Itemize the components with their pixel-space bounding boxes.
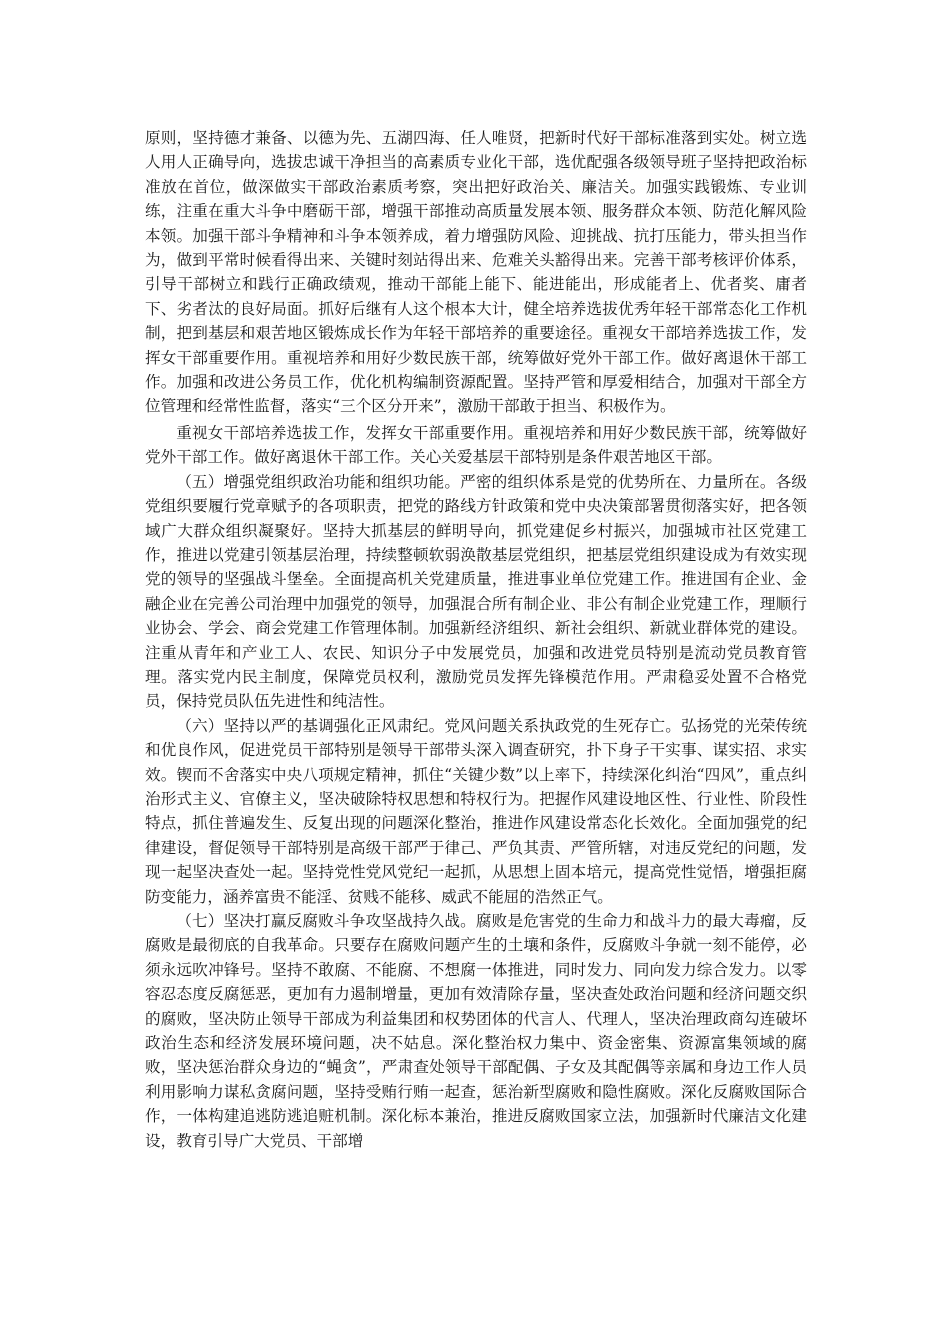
paragraph-women-minority-cadres: 重视女干部培养选拔工作，发挥女干部重要作用。重视培养和用好少数民族干部，统筹做好党外干部工作。做好离退休干部工作。关心关爱基层干部特别是条件艰苦地区干部。 <box>145 423 807 467</box>
paragraph-section-six: （六）坚持以严的基调强化正风肃纪。党风问题关系执政党的生死存亡。弘扬党的光荣传统和优良作风，促进党员干部特别是领导干部带头深入调查研究，扑下身子干实事、谋实招、求实效。锲而不舍落实中央八项规定精神，抓住“关键少数”以上率下，持续深化纠治“四风”，重点纠治形式主义、官僚主义，坚决破除特权思想和特权行为。把握作风建设地区性、行业性、阶段性特点，抓住普遍发生、反复出现的问题深化整治，推进作风建设常态化长效化。全面加强党的纪律建设，督促领导干部特别是高级干部严于律己、严负其责、严管所辖，对违反党纪的问题，发现一起坚决查处一起。坚持党性党风党纪一起抓，从思想上固本培元，提高党性觉悟，增强拒腐防变能力，涵养富贵不能淫、贫贱不能移、威武不能屈的浩然正气。 <box>145 716 807 906</box>
document-body <box>145 126 807 1153</box>
paragraph-section-five: （五）增强党组织政治功能和组织功能。严密的组织体系是党的优势所在、力量所在。各级党组织要履行党章赋予的各项职责，把党的路线方针政策和党中央决策部署贯彻落实好，把各领域广大群众组织凝聚好。坚持大抓基层的鲜明导向，抓党建促乡村振兴，加强城市社区党建工作，推进以党建引领基层治理，持续整顿软弱涣散基层党组织，把基层党组织建设成为有效实现党的领导的坚强战斗堡垒。全面提高机关党建质量，推进事业单位党建工作。推进国有企业、金融企业在完善公司治理中加强党的领导，加强混合所有制企业、非公有制企业党建工作，理顺行业协会、学会、商会党建工作管理体制。加强新经济组织、新社会组织、新就业群体党的建设。注重从青年和产业工人、农民、知识分子中发展党员，加强和改进党员特别是流动党员教育管理。落实党内民主制度，保障党员权利，激励党员发挥先锋模范作用。严肃稳妥处置不合格党员，保持党员队伍先进性和纯洁性。 <box>145 472 807 711</box>
paragraph-cadre-standards: 原则，坚持德才兼备、以德为先、五湖四海、任人唯贤，把新时代好干部标准落到实处。树立选人用人正确导向，选拔忠诚干净担当的高素质专业化干部，选优配强各级领导班子坚持把政治标准放在首位，做深做实干部政治素质考察，突出把好政治关、廉洁关。加强实践锻炼、专业训练，注重在重大斗争中磨砺干部，增强干部推动高质量发展本领、服务群众本领、防范化解风险本领。加强干部斗争精神和斗争本领养成，着力增强防风险、迎挑战、抗打压能力，带头担当作为，做到平常时候看得出来、关键时刻站得出来、危难关头豁得出来。完善干部考核评价体系，引导干部树立和践行正确政绩观，推动干部能上能下、能进能出，形成能者上、优者奖、庸者下、劣者汰的良好局面。抓好后继有人这个根本大计，健全培养选拔优秀年轻干部常态化工作机制，把到基层和艰苦地区锻炼成长作为年轻干部培养的重要途径。重视女干部培养选拔工作，发挥女干部重要作用。重视培养和用好少数民族干部，统筹做好党外干部工作。做好离退休干部工作。加强和改进公务员工作，优化机构编制资源配置。坚持严管和厚爱相结合，加强对干部全方位管理和经常性监督，落实“三个区分开来”，激励干部敢于担当、积极作为。 <box>145 129 807 416</box>
paragraph-section-seven: （七）坚决打赢反腐败斗争攻坚战持久战。腐败是危害党的生命力和战斗力的最大毒瘤，反腐败是最彻底的自我革命。只要存在腐败问题产生的土壤和条件，反腐败斗争就一刻不能停，必须永远吹冲锋号。坚持不敢腐、不能腐、不想腐一体推进，同时发力、同向发力综合发力。以零容忍态度反腐惩恶，更加有力遏制增量，更加有效清除存量，坚决查处政治问题和经济问题交织的腐败，坚决防止领导干部成为利益集团和权势团体的代言人、代理人，坚决治理政商勾连破坏政治生态和经济发展环境问题，决不姑息。深化整治权力集中、资金密集、资源富集领域的腐败，坚决惩治群众身边的“蝇贪”，严肃查处领导干部配偶、子女及其配偶等亲属和身边工作人员利用影响力谋私贪腐问题，坚持受贿行贿一起查，惩治新型腐败和隐性腐败。深化反腐败国际合作，一体构建追逃防逃追赃机制。深化标本兼治，推进反腐败国家立法，加强新时代廉洁文化建设，教育引导广大党员、干部增 <box>145 912 807 1150</box>
